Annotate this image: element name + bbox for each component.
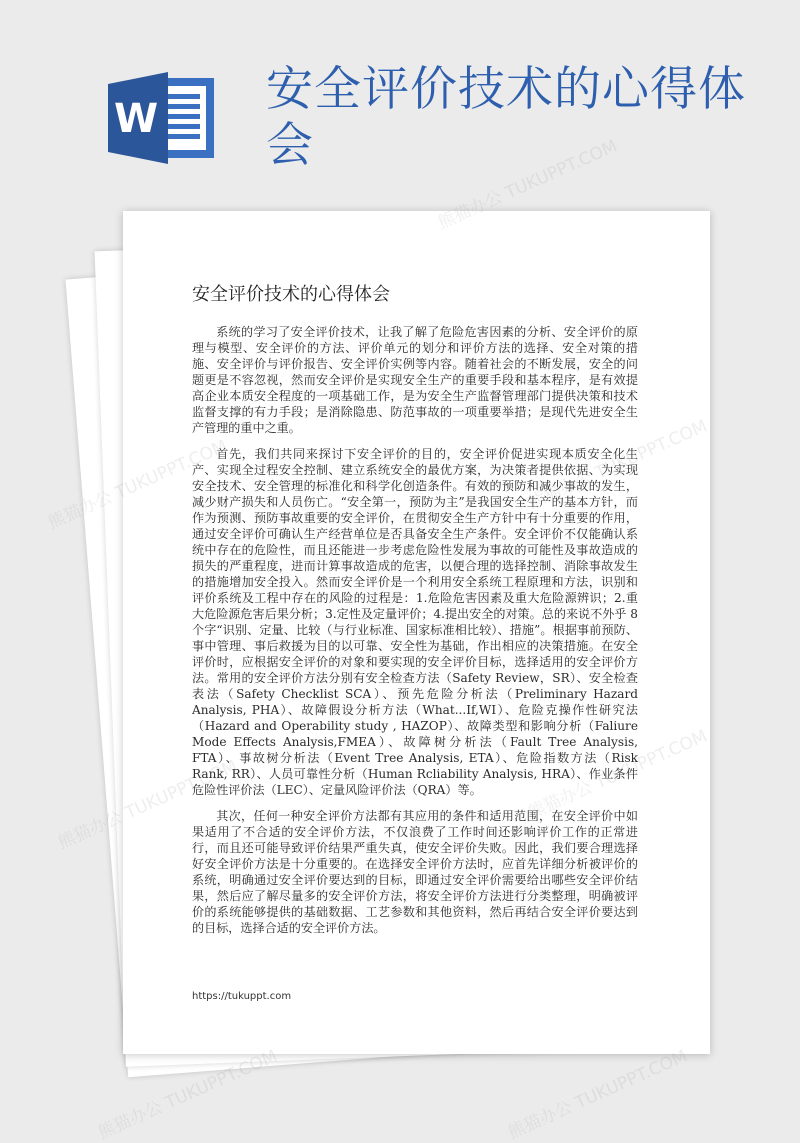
watermark: 熊猫办公 TUKUPPT.COM	[505, 1046, 691, 1143]
paragraph: 首先，我们共同来探讨下安全评价的目的，安全评价促进实现本质安全化生产、实现全过程安全控制、建立系统安全的最优方案，为决策者提供依据、为实现安全技术、安全管理的标准化和科学化创造条件。有效的预防和减少事故的发生，减少财产损失和人员伤亡。“安全第一，预防为主”是我国安全生产的基本方针，而作为预测、预防事故重要的安全评价，在贯彻安全生产方针中有十分重要的作用，通过安全评价可确认生产经营单位是否具备安全生产条件。安全评价不仅能确认系统中存在的危险性，而且还能进一步考虑危险性发展为事故的可能性及事故造成的损失的严重程度，进而计算事故造成的危害，以便合理的选择控制、消除事故发生的措施增加安全投入。然而安全评价是一个利用安全系统工程原理和方法，识别和评价系统及工程中存在的风险的过程是：1.危险危害因素及重大危险源辨识；2.重大危险源危害后果分析；3.定性及定量评价；4.提出安全的对策。总的来说不外乎 8 个字“识别、定量、比较（与行业标准、国家标准相比较）、措施”。根据事前预防、事中管理、事后救援为目的以可靠、安全性为基础，作出相应的决策措施。在安全评价时，应根据安全评价的对象和要实现的安全评价目标，选择适用的安全评价方法。常用的安全评价方法分别有安全检查方法（Safety Review，SR）、安全检查表法（Safety Checklist SCA）、预先危险分析法（Preliminary Hazard Analysis, PHA）、故障假设分析方法（What...If,WI）、危险克操作性研究法（Hazard and Operability study , HAZOP）、故障类型和影响分析（Faliure Mode Effects Analysis,FMEA）、故障树分析法（Fault Tree Analysis, FTA）、事故树分析法（Event Tree Analysis, ETA）、危险指数方法（Risk Rank, RR）、人员可靠性分析（Human Rcliability Analysis, HRA）、作业条件危险性评价法（LEC）、定量风险评价法（QRA）等。	[192, 447, 638, 797]
watermark: 熊猫办公 TUKUPPT.COM	[95, 1046, 281, 1143]
watermark: 熊猫办公	[55, 807, 126, 854]
header-title: 安全评价技术的心得体会	[266, 62, 746, 173]
paragraph: 其次，任何一种安全评价方法都有其应用的条件和适用范围，在安全评价中如果适用了不合适的安全评价方法，不仅浪费了工作时间还影响评价工作的正常进行，而且还可能导致评价结果严重失真，使安全评价失败。因此，我们要合理选择好安全评价方法是十分重要的。在选择安全评价方法时，应首先详细分析被评价的系统，明确通过安全评价要达到的目标，即通过安全评价需要给出哪些安全评价结果，然后应了解尽量多的安全评价方法，将安全评价方法进行分类整理，明确被评价的系统能够提供的基础数据、工艺参数和其他资料，然后再结合安全评价要达到的目标，选择合适的安全评价方法。	[192, 809, 638, 935]
paragraph: 系统的学习了安全评价技术，让我了解了危险危害因素的分析、安全评价的原理与模型、安全评价的方法、评价单元的划分和评价方法的选择、安全对策的措施、安全评价与评价报告、安全评价实例等内容。随着社会的不断发展，安全的问题更是不容忽视，然而安全评价是实现安全生产的重要手段和基本程序，是有效提高企业本质安全程度的一项基础工作，是为安全生产监督管理部门提供决策和技术监督支撑的有力手段；是消除隐患、防范事故的一项重要举措；是现代先进安全生产管理的重中之重。	[192, 325, 638, 435]
document-title: 安全评价技术的心得体会	[192, 284, 390, 305]
watermark: 熊猫办公 TUKUPPT.COM	[435, 136, 621, 234]
word-document-icon	[108, 72, 216, 164]
document-body	[192, 324, 638, 946]
watermark: 熊猫办公	[45, 487, 116, 534]
source-url: https://tukuppt.com	[192, 991, 292, 1002]
logo-letter: W	[113, 96, 159, 142]
